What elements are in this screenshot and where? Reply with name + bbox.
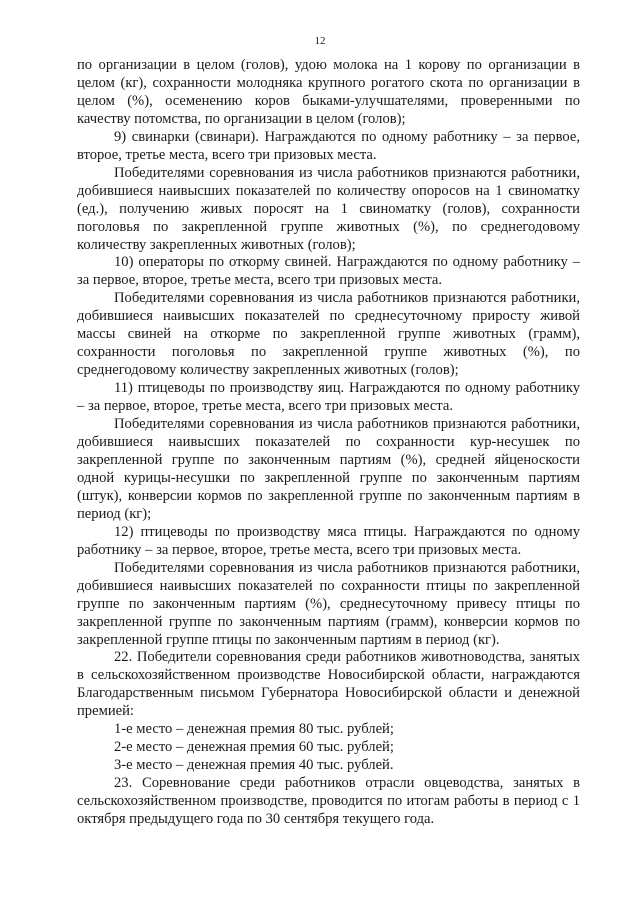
paragraph-clause-22: 22. Победители соревнования среди работников животноводства, занятых в сельскохозяйственном производстве Новосибирской области, награждаются Благодарственным письмом Губернатора Новосибирской области и денежной премией: [77, 649, 580, 720]
paragraph-item-11: 11) птицеводы по производству яиц. Награждаются по одному работнику – за первое, второе, третье места, всего три призовых места. [77, 380, 580, 415]
paragraph-winners-12: Победителями соревнования из числа работников признаются работники, добившиеся наивысших показателей по сохранности птицы по закрепленной группе по законченным партиям (%), среднесуточному привесу птицы по закрепленной группе по законченным партиям (грамм), конверсии кормов по закрепленной группе птицы по законченным партиям в период (кг). [77, 559, 580, 648]
paragraph-clause-23: 23. Соревнование среди работников отрасли овцеводства, занятых в сельскохозяйственном производстве, проводится по итогам работы в период с 1 октября предыдущего года по 30 сентября текущего года. [77, 775, 580, 828]
paragraph-winners-11: Победителями соревнования из числа работников признаются работники, добившиеся наивысших показателей по сохранности кур-несушек по закрепленной группе по законченным партиям (%), средней яйценоскости одной курицы-несушки по закрепленной группе по законченным партиям (штук), конверсии кормов по закрепленной группе по законченным партиям в период (кг); [77, 416, 580, 522]
page-number: 12 [314, 35, 326, 47]
paragraph-continuation: по организации в целом (голов), удою молока на 1 корову по организации в целом (кг), сохранности молодняка крупного рогатого скота по организации в целом (%), осеменению коров быками-улучшателями, проверенными по качеству потомства, по организации в целом (голов); [77, 57, 580, 127]
paragraph-winners-9: Победителями соревнования из числа работников признаются работники, добившиеся наивысших показателей по количеству опоросов на 1 свиноматку (ед.), получению живых поросят на 1 свиноматку (голов), сохранности поголовья по закрепленной группе животных (%), по среднегодовому количеству закрепленных животных (голов); [77, 164, 580, 253]
document-body [77, 57, 580, 829]
paragraph-item-12: 12) птицеводы по производству мяса птицы. Награждаются по одному работнику – за первое, второе, третье места, всего три призовых места. [77, 523, 580, 558]
paragraph-item-9: 9) свинарки (свинари). Награждаются по одному работнику – за первое, второе, третье места, всего три призовых места. [77, 128, 580, 163]
prize-first-place: 1-е место – денежная премия 80 тыс. рублей; [114, 721, 394, 738]
paragraph-item-10: 10) операторы по откорму свиней. Награждаются по одному работнику – за первое, второе, третье места, всего три призовых места. [77, 254, 580, 289]
prize-second-place: 2-е место – денежная премия 60 тыс. рублей; [114, 739, 394, 756]
prize-third-place: 3-е место – денежная премия 40 тыс. рублей. [114, 757, 394, 774]
paragraph-winners-10: Победителями соревнования из числа работников признаются работники, добившиеся наивысших показателей по среднесуточному приросту живой массы свиней на откорме по закрепленной группе животных (грамм), сохранности поголовья по закрепленной группе животных (%), по среднегодовому количеству закрепленных животных (голов); [77, 290, 580, 379]
